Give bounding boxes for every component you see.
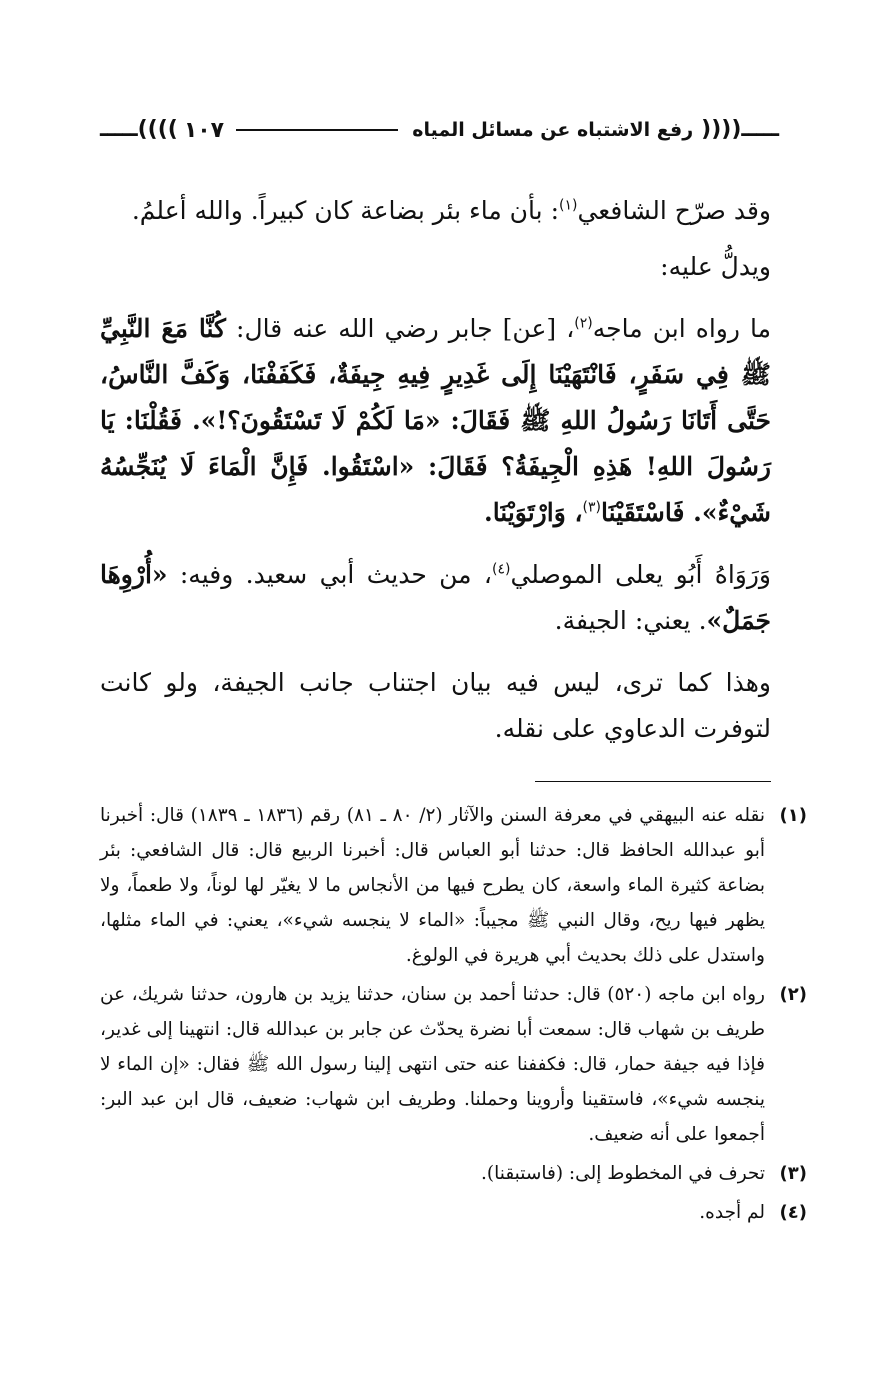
text-span: ، [عن] جابر رضي الله عنه قال: — [225, 314, 575, 343]
text-span: . يعني: الجيفة. — [554, 606, 707, 635]
page-number: ١٠٧ — [183, 117, 225, 143]
paragraph — [100, 552, 771, 644]
footnote-text: تحرف في المخطوط إلى: (فاستبقنا). — [481, 1163, 765, 1184]
main-text — [100, 188, 771, 768]
footnote-item — [100, 977, 807, 1152]
footnote-number: (١) — [779, 805, 807, 826]
footnote-text: نقله عنه البيهقي في معرفة السنن والآثار (٢/ ٨٠ ـ ٨١) رقم (١٨٣٦ ـ ١٨٣٩) قال: أخبرنا أبو عبدالله الحافظ قال: حدثنا أبو العباس قال: أخبرنا الربيع قال: قال الشافعي: بئر بضاعة كثيرة الماء واسعة، كان يطرح فيها من الأنجاس ما لا يغيّر لها لوناً، ولا طعماً، ولا يظهر فيها ريح، وقال النبي ﷺ مجيباً: «الماء لا ينجسه شيء»، يعني: في الماء مثلها، واستدل على ذلك بحديث أبي هريرة في الولوغ. — [100, 805, 765, 966]
hadith-quote-end: ، وَارْتَوَيْنَا. — [483, 498, 583, 527]
text-span: وهذا كما ترى، ليس فيه بيان اجتناب جانب الجيفة، ولو كانت لتوفرت الدعاوي على نقله. — [100, 668, 771, 743]
text-span: وَرَوَاهُ أَبُو يعلى الموصلي — [510, 560, 771, 589]
footnote-number: (٢) — [779, 984, 807, 1005]
hadith-quote: «أُرْوِهَا جَمَلٌ» — [100, 560, 771, 635]
footnote-item — [100, 1156, 807, 1191]
footnote-ref: (١) — [559, 197, 578, 214]
text-span: وقد صرّح الشافعي — [577, 196, 771, 225]
text-span: : بأن ماء بئر بضاعة كان كبيراً. والله أعلمُ. — [131, 196, 559, 225]
footnote-separator — [535, 781, 771, 782]
footnote-text: رواه ابن ماجه (٥٢٠) قال: حدثنا أحمد بن سنان، حدثنا يزيد بن هارون، حدثنا شريك، عن طريف بن شهاب قال: سمعت أبا نضرة يحدّث عن جابر بن عبدالله قال: انتهينا إلى غدير، فإذا فيه جيفة حمار، قال: فكففنا عنه حتى انتهى إلينا رسول الله ﷺ فقال: «إن الماء لا ينجسه شيء»، فاستقينا وأروينا وحملنا. وطريف ابن شهاب: ضعيف، قال ابن عبد البر: أجمعوا على أنه ضعيف. — [100, 984, 765, 1145]
header-ornament-left: ))))ـــــ — [100, 117, 178, 142]
footnote-ref: (٤) — [491, 561, 511, 578]
footnotes — [100, 798, 807, 1234]
footnote-ref: (٣) — [582, 499, 602, 516]
text-span: ما رواه ابن ماجه — [592, 314, 772, 343]
footnote-text: لم أجده. — [699, 1202, 765, 1223]
footnote-ref: (٢) — [574, 315, 593, 332]
footnote-item — [100, 798, 807, 973]
header-rule — [236, 129, 398, 131]
footnote-number: (٣) — [779, 1163, 807, 1184]
header-ornament-right: ـــــ(((( — [701, 117, 779, 142]
running-header — [100, 112, 779, 148]
text-span: ، من حديث أبي سعيد. وفيه: — [167, 560, 492, 589]
footnote-item — [100, 1195, 807, 1230]
text-span: ويدلُّ عليه: — [660, 252, 771, 281]
paragraph — [100, 306, 771, 536]
hadith-quote: كُنَّا مَعَ النَّبِيِّ ﷺ فِي سَفَرٍ، فَانْتَهَيْنَا إِلَى غَدِيرٍ فِيهِ جِيفَةٌ، فَكَفَفْنَا، وَكَفَّ النَّاسُ، حَتَّى أَتَانَا رَسُولُ اللهِ ﷺ فَقَالَ: «مَا لَكُمْ لَا تَسْتَقُونَ؟!». فَقُلْنَا: يَا رَسُولَ اللهِ! هَذِهِ الْجِيفَةُ؟ فَقَالَ: «اسْتَقُوا. فَإِنَّ الْمَاءَ لَا يُنَجِّسُهُ شَيْءٌ». فَاسْتَقَيْنَا — [100, 314, 771, 527]
footnote-number: (٤) — [779, 1202, 807, 1223]
header-title: رفع الاشتباه عن مسائل المياه — [412, 119, 694, 141]
paragraph — [100, 188, 771, 234]
paragraph — [100, 660, 771, 752]
paragraph — [100, 244, 771, 290]
